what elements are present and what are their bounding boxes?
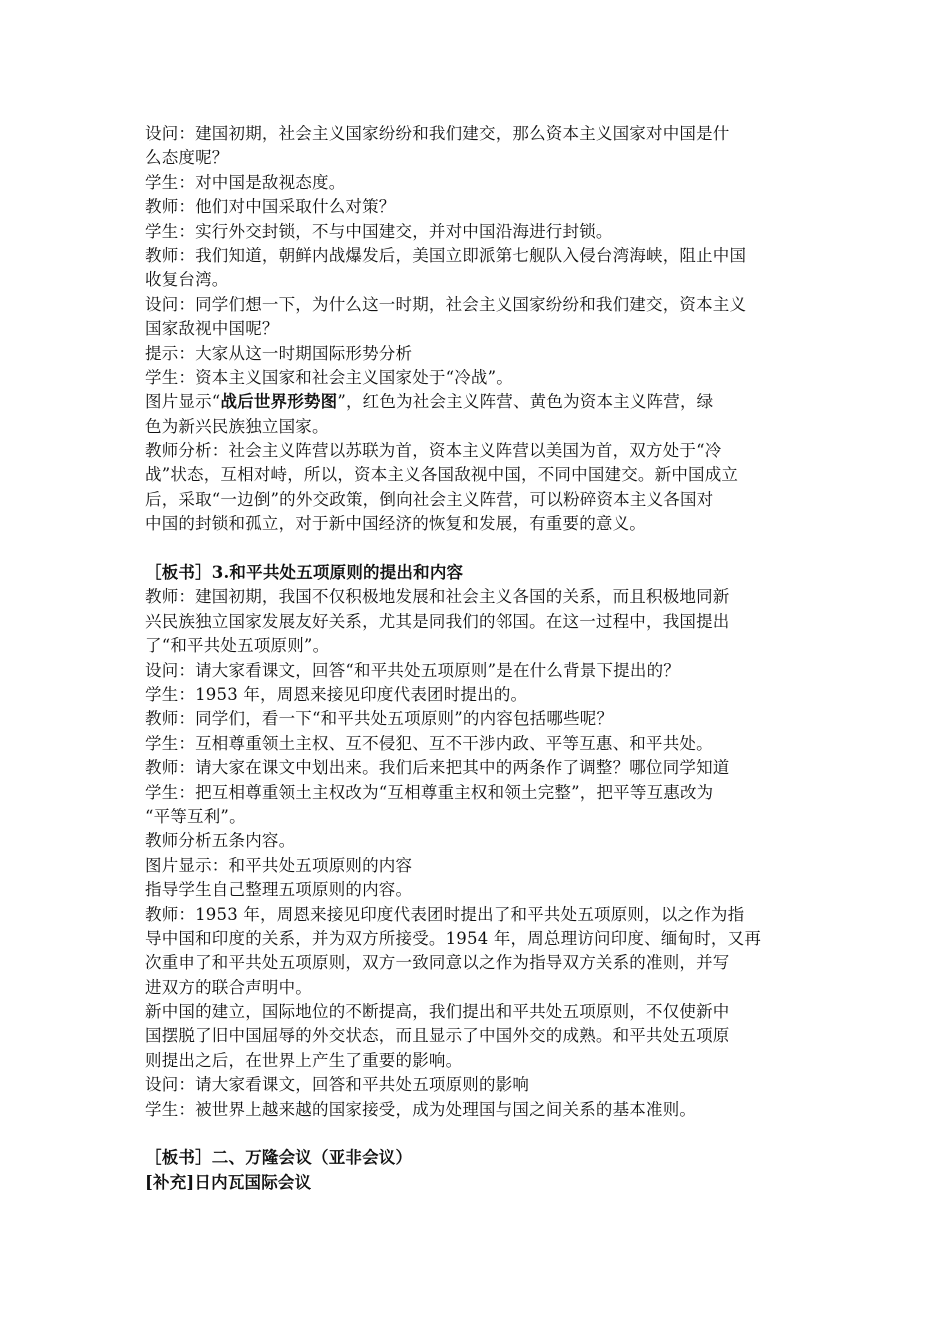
text-line: “平等互利”。 [145,806,246,826]
text-line: 教师：建国初期，我国不仅积极地发展和社会主义各国的关系，而且积极地同新 [145,587,730,607]
text-line: 国家敌视中国呢？ [145,319,279,339]
figure-title: 战后世界形势图 [220,392,338,412]
figure-caption-prefix: 图片显示“ [145,392,221,412]
text-line: 教师：同学们，看一下“和平共处五项原则”的内容包括哪些呢？ [145,709,614,729]
text-line: 收复台湾。 [145,270,229,290]
text-line: 色为新兴民族独立国家。 [145,416,329,436]
text-line: 学生：互相尊重领土主权、互不侵犯、互不干涉内政、平等互惠、和平共处。 [145,733,713,753]
text-line: 兴民族独立国家发展友好关系，尤其是同我们的邻国。在这一过程中，我国提出 [145,611,730,631]
text-line: 设问：请大家看课文，回答“和平共处五项原则”是在什么背景下提出的？ [145,660,680,680]
text-line: 指导学生自己整理五项原则的内容。 [145,880,413,900]
text-line: 图片显示：和平共处五项原则的内容 [145,855,413,875]
text-line: 么态度呢？ [145,148,229,168]
text-line: 则提出之后，在世界上产生了重要的影响。 [145,1050,463,1070]
text-line: 学生：实行外交封锁，不与中国建交，并对中国沿海进行封锁。 [145,221,613,241]
text-line: 学生：对中国是敌视态度。 [145,172,346,192]
section-heading: ［板书］3.和平共处五项原则的提出和内容 [145,563,464,583]
text-line: 教师：1953 年，周恩来接见印度代表团时提出了和平共处五项原则，以之作为指 [145,904,745,924]
text-line: 战”状态，互相对峙，所以，资本主义各国敌视中国，不同中国建交。新中国成立 [145,465,739,485]
text-line: 设问：建国初期，社会主义国家纷纷和我们建交，那么资本主义国家对中国是什 [145,124,730,143]
text-line: 次重申了和平共处五项原则，双方一致同意以之作为指导双方关系的准则，并写 [145,953,730,973]
text-line: 中国的封锁和孤立，对于新中国经济的恢复和发展，有重要的意义。 [145,514,646,534]
section-heading: [补充]日内瓦国际会议 [145,1172,312,1192]
document-page [145,122,815,1195]
text-line: 后，采取“一边倒”的外交政策，倒向社会主义阵营，可以粉碎资本主义各国对 [145,489,714,509]
figure-caption-line [145,390,815,414]
text-line: 设问：同学们想一下，为什么这一时期，社会主义国家纷纷和我们建交，资本主义 [145,294,747,314]
text-line: 提示：大家从这一时期国际形势分析 [145,343,413,363]
text-line: 国摆脱了旧中国屈辱的外交状态，而且显示了中国外交的成熟。和平共处五项原 [145,1026,730,1046]
section-heading: ［板书］二、万隆会议（亚非会议） [145,1148,413,1168]
text-line: 教师分析五条内容。 [145,831,296,851]
text-line: 学生：把互相尊重领土主权改为“互相尊重主权和领土完整”，把平等互惠改为 [145,782,714,802]
text-line: 学生：被世界上越来越的国家接受，成为处理国与国之间关系的基本准则。 [145,1099,697,1119]
text-line: 设问：请大家看课文，回答和平共处五项原则的影响 [145,1075,530,1095]
paragraph-gap [145,537,815,561]
text-line: 教师：他们对中国采取什么对策？ [145,197,396,217]
text-line: 导中国和印度的关系，并为双方所接受。1954 年，周总理访问印度、缅甸时，又再 [145,928,762,948]
text-line: 学生：1953 年，周恩来接见印度代表团时提出的。 [145,684,528,704]
text-line: 教师：我们知道，朝鲜内战爆发后，美国立即派第七舰队入侵台湾海峡，阻止中国 [145,245,747,265]
text-line: 教师：请大家在课文中划出来。我们后来把其中的两条作了调整？哪位同学知道 [145,758,730,778]
paragraph-gap [145,1122,815,1146]
text-line: 新中国的建立，国际地位的不断提高，我们提出和平共处五项原则，不仅使新中 [145,1002,730,1022]
figure-caption-suffix: ”，红色为社会主义阵营、黄色为资本主义阵营，绿 [337,392,714,412]
text-line: 教师分析：社会主义阵营以苏联为首，资本主义阵营以美国为首，双方处于“冷 [145,441,722,461]
text-line: 学生：资本主义国家和社会主义国家处于“冷战”。 [145,367,513,387]
text-line: 了“和平共处五项原则”。 [145,636,330,656]
text-line: 进双方的联合声明中。 [145,977,312,997]
